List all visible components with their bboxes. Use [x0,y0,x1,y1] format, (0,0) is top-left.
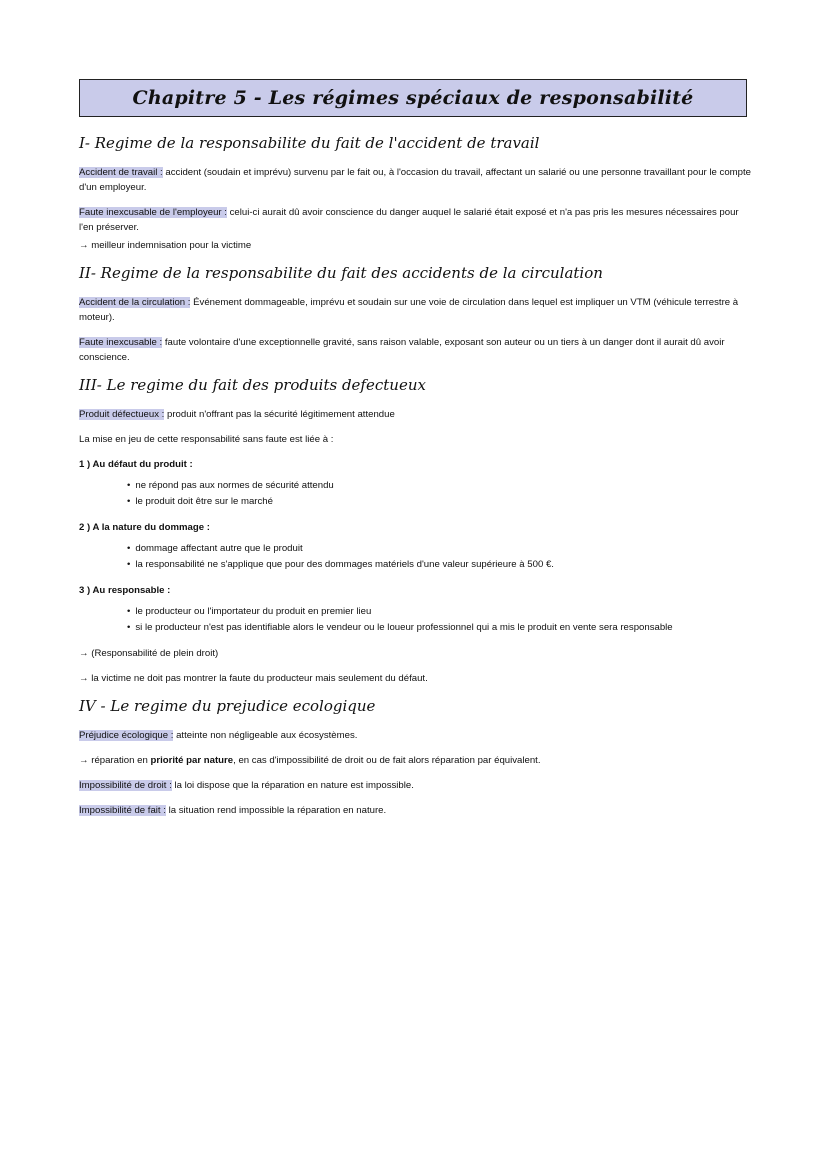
list-item: • dommage affectant autre que le produit [127,541,751,557]
term-highlight: Produit défectueux : [79,409,165,420]
list-item: • le produit doit être sur le marché [127,494,751,510]
list-item: • si le producteur n'est pas identifiable alors le vendeur ou le loueur professionnel qui a mis le produit en vente sera responsable [127,620,751,636]
group-2-list [127,541,751,573]
bold-phrase: priorité par nature [150,755,234,766]
list-item: • la responsabilité ne s'applique que pour des dommages matériels d'une valeur supérieure à 500 €. [127,557,751,573]
term-highlight: Accident de travail : [79,167,163,178]
reparation-note: → réparation en priorité par nature, en cas d'impossibilité de droit ou de fait alors réparation par équivalent. [79,755,541,766]
intro-paragraph: La mise en jeu de cette responsabilité sans faute est liée à : [79,434,334,445]
term-highlight: Impossibilité de fait : [79,805,166,816]
term-highlight: Impossibilité de droit : [79,780,172,791]
definition-impossibilite-fait: Impossibilité de fait : la situation rend impossible la réparation en nature. [79,805,387,816]
group-2-title: 2 ) A la nature du dommage : [79,522,210,533]
definition-faute-employeur: Faute inexcusable de l'employeur : celui-ci aurait dû avoir conscience du danger auquel le salarié était exposé et n'a pas pris les mesures nécessaires pour l'en préserver. [79,207,739,233]
section-4-heading: IV - Le regime du prejudice ecologique [79,697,376,715]
section-2-heading: II- Regime de la responsabilite du fait des accidents de la circulation [79,264,603,282]
group-1-title: 1 ) Au défaut du produit : [79,459,193,470]
arrow-note: → (Responsabilité de plein droit) [79,648,219,659]
arrow-note: → la victime ne doit pas montrer la faute du producteur mais seulement du défaut. [79,673,428,684]
definition-faute-inexcusable: Faute inexcusable : faute volontaire d'une exceptionnelle gravité, sans raison valable, exposant son auteur ou un tiers à un danger dont il aurait dû avoir conscience. [79,337,725,363]
arrow-note: → meilleur indemnisation pour la victime [79,240,252,251]
group-1-list [127,478,751,510]
definition-accident-travail: Accident de travail : accident (soudain et imprévu) survenu par le fait ou, à l'occasion du travail, affectant un salarié ou une personne travaillant pour le compte d'un employeur. [79,167,752,193]
list-item: • le producteur ou l'importateur du produit en premier lieu [127,604,751,620]
list-item: • ne répond pas aux normes de sécurité attendu [127,478,751,494]
definition-prejudice-ecologique: Préjudice écologique : atteinte non négligeable aux écosystèmes. [79,730,358,741]
chapter-title-box [79,79,747,117]
group-3-title: 3 ) Au responsable : [79,585,171,596]
term-highlight: Accident de la circulation : [79,297,191,308]
section-1-heading: I- Regime de la responsabilite du fait de l'accident de travail [79,134,540,152]
term-highlight: Préjudice écologique : [79,730,174,741]
term-highlight: Faute inexcusable de l'employeur : [79,207,227,218]
document-content [79,133,751,828]
definition-produit-defectueux: Produit défectueux : produit n'offrant pas la sécurité légitimement attendue [79,409,395,420]
definition-accident-circulation: Accident de la circulation : Événement dommageable, imprévu et soudain sur une voie de circulation dans lequel est impliquer un VTM (véhicule terrestre à moteur). [79,297,739,323]
term-highlight: Faute inexcusable : [79,337,163,348]
definition-impossibilite-droit: Impossibilité de droit : la loi dispose que la réparation en nature est impossible. [79,780,414,791]
chapter-title: Chapitre 5 - Les régimes spéciaux de responsabilité [132,87,694,109]
section-3-heading: III- Le regime du fait des produits defectueux [79,376,426,394]
group-3-list [127,604,751,636]
